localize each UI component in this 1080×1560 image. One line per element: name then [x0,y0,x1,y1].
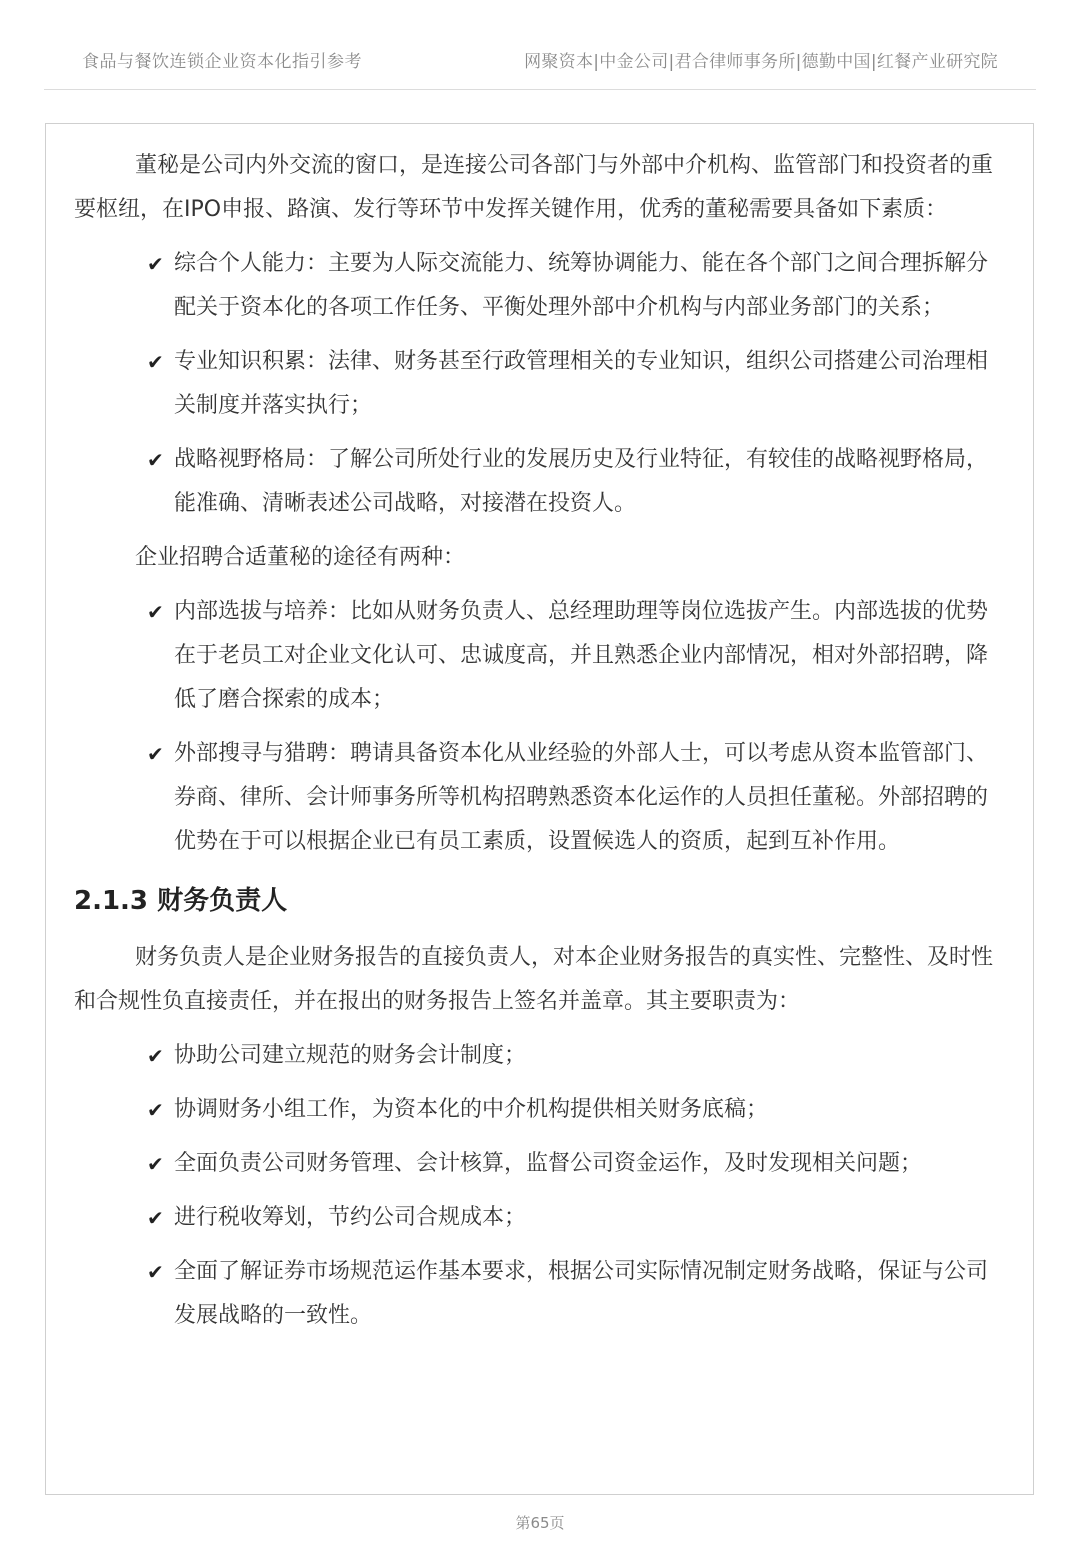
document-title: 食品与餐饮连锁企业资本化指引参考 [82,52,362,72]
page-header [0,0,1080,90]
header-divider [44,89,1036,90]
check-icon: ✔ [147,1098,164,1122]
check-icon: ✔ [147,448,164,472]
list-item: ✔ 全面了解证券市场规范运作基本要求，根据公司实际情况制定财务战略，保证与公司发展战略的一致性。 [74,1250,1009,1338]
list-item: ✔ 全面负责公司财务管理、会计核算，监督公司资金运作，及时发现相关问题； [74,1142,1009,1186]
list-item: ✔ 内部选拔与培养：比如从财务负责人、总经理助理等岗位选拔产生。内部选拔的优势在于老员工对企业文化认可、忠诚度高，并且熟悉企业内部情况，相对外部招聘，降低了磨合探索的成本； [74,590,1009,722]
list-item: ✔ 协调财务小组工作，为资本化的中介机构提供相关财务底稿； [74,1088,1009,1132]
check-icon: ✔ [147,1260,164,1284]
content-body [74,144,1009,1338]
cfo-duties-list [74,1034,1009,1338]
list-item: ✔ 协助公司建立规范的财务会计制度； [74,1034,1009,1078]
list-item: ✔ 外部搜寻与猎聘：聘请具备资本化从业经验的外部人士，可以考虑从资本监管部门、券商、律所、会计师事务所等机构招聘熟悉资本化运作的人员担任董秘。外部招聘的优势在于可以根据企业已有员工素质，设置候选人的资质，起到互补作用。 [74,732,1009,864]
check-icon: ✔ [147,742,164,766]
check-icon: ✔ [147,1206,164,1230]
recruit-intro-text: 企业招聘合适董秘的途径有两种： [135,545,466,570]
cfo-intro-paragraph: 财务负责人是企业财务报告的直接负责人，对本企业财务报告的真实性、完整性、及时性和合规性负直接责任，并在报出的财务报告上签名并盖章。其主要职责为： [74,945,994,1014]
check-icon: ✔ [147,1152,164,1176]
list-item: ✔ 综合个人能力：主要为人际交流能力、统筹协调能力、能在各个部门之间合理拆解分配关于资本化的各项工作任务、平衡处理外部中介机构与内部业务部门的关系； [74,242,1009,330]
content-frame [45,123,1034,1495]
check-icon: ✔ [147,600,164,624]
list-item: ✔ 战略视野格局：了解公司所处行业的发展历史及行业特征，有较佳的战略视野格局，能准确、清晰表述公司战略，对接潜在投资人。 [74,438,1009,526]
section-heading: 2.1.3 财务负责人 [74,886,288,916]
check-icon: ✔ [147,350,164,374]
qualities-list [74,242,1009,526]
list-item: ✔ 专业知识积累：法律、财务甚至行政管理相关的专业知识，组织公司搭建公司治理相关制度并落实执行； [74,340,1009,428]
list-item: ✔ 进行税收筹划，节约公司合规成本； [74,1196,1009,1240]
recruit-methods-list [74,590,1009,864]
check-icon: ✔ [147,252,164,276]
page-number: 第65页 [515,1514,565,1532]
publisher-list: 网聚资本|中金公司|君合律师事务所|德勤中国|红餐产业研究院 [524,52,998,72]
check-icon: ✔ [147,1044,164,1068]
secretary-intro-paragraph: 董秘是公司内外交流的窗口，是连接公司各部门与外部中介机构、监管部门和投资者的重要枢纽，在IPO申报、路演、发行等环节中发挥关键作用，优秀的董秘需要具备如下素质： [74,153,994,222]
